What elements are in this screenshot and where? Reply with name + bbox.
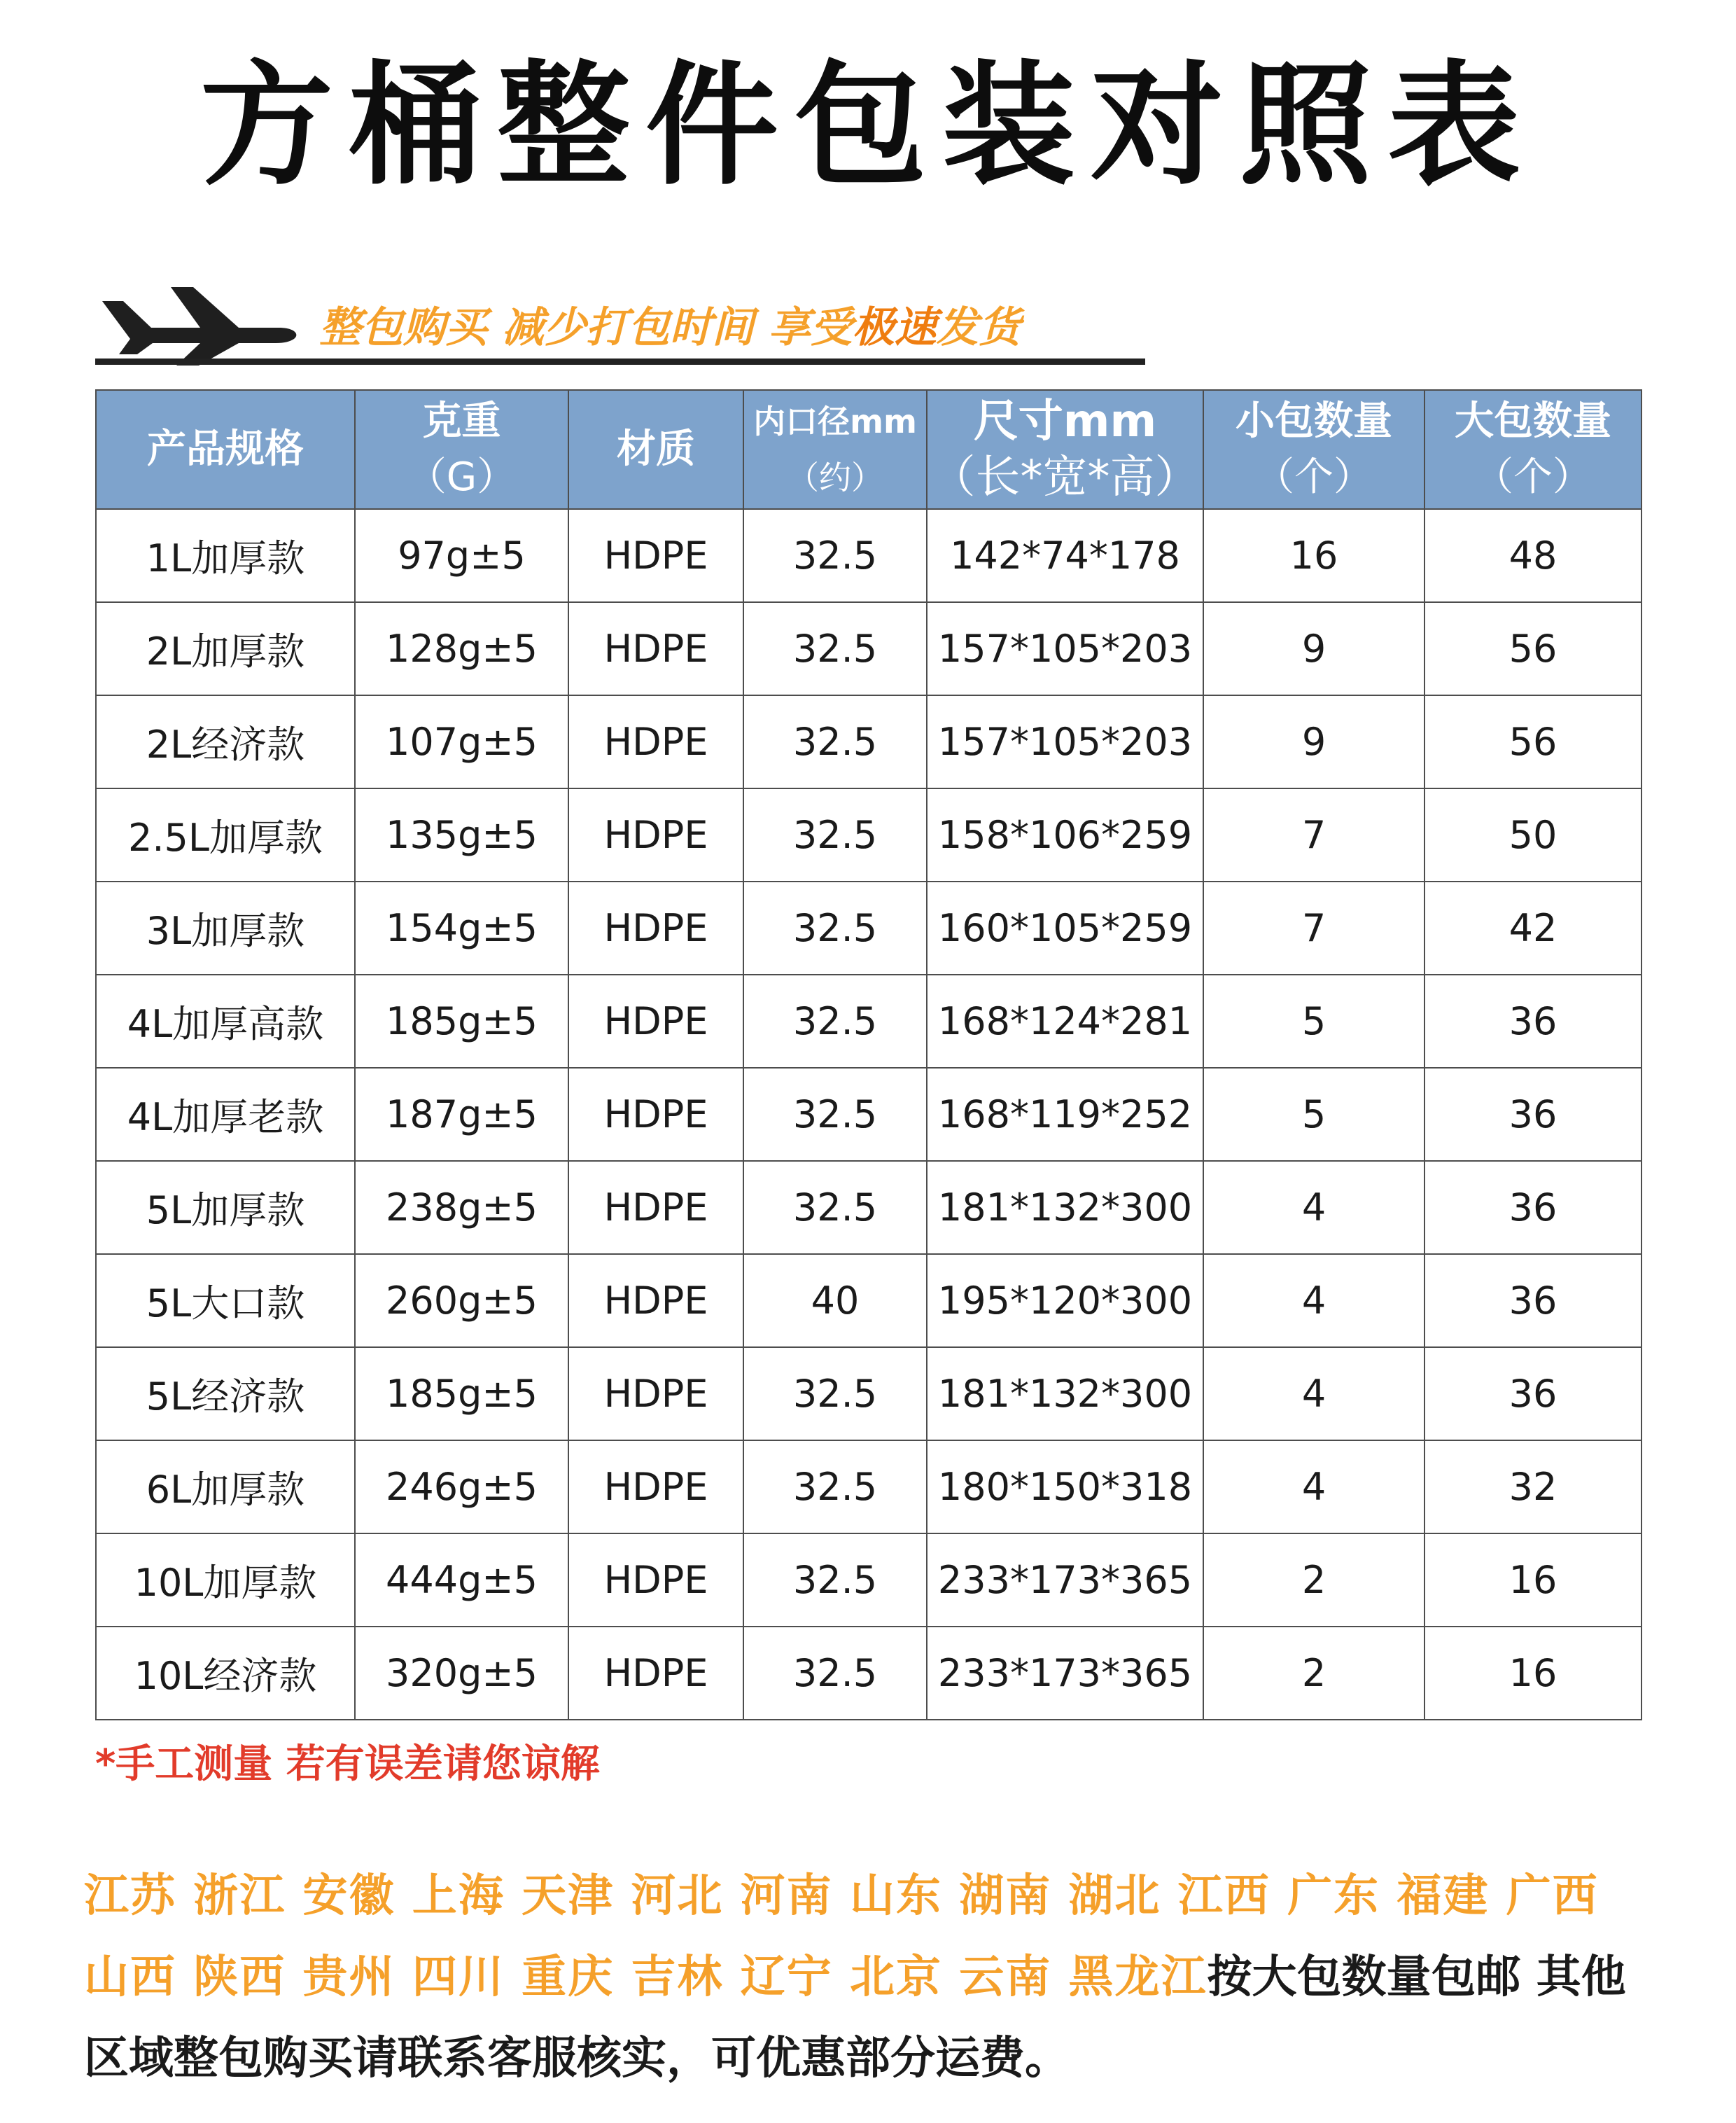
cell-inner-diameter: 32.5 <box>743 1161 927 1254</box>
cell-spec: 1L加厚款 <box>96 509 355 602</box>
packaging-table <box>95 389 1642 1720</box>
cell-big-pack-qty: 36 <box>1424 1347 1642 1440</box>
header-weight: 克重 （G） <box>355 390 568 509</box>
cell-big-pack-qty: 50 <box>1424 788 1642 882</box>
cell-weight: 246g±5 <box>355 1440 568 1533</box>
cell-big-pack-qty: 32 <box>1424 1440 1642 1533</box>
cell-spec: 5L加厚款 <box>96 1161 355 1254</box>
cell-material: HDPE <box>568 1627 743 1720</box>
shipping-info <box>84 1856 1652 2099</box>
table-row <box>96 509 1642 602</box>
cell-inner-diameter: 32.5 <box>743 1533 927 1627</box>
table-row <box>96 975 1642 1068</box>
cell-size: 195*120*300 <box>927 1254 1203 1347</box>
cell-spec: 2L经济款 <box>96 695 355 788</box>
cell-weight: 320g±5 <box>355 1627 568 1720</box>
cell-size: 180*150*318 <box>927 1440 1203 1533</box>
airplane-icon <box>95 273 305 371</box>
header-spec: 产品规格 <box>96 390 355 509</box>
cell-weight: 185g±5 <box>355 975 568 1068</box>
cell-small-pack-qty: 5 <box>1203 975 1424 1068</box>
cell-big-pack-qty: 36 <box>1424 1161 1642 1254</box>
cell-small-pack-qty: 5 <box>1203 1068 1424 1161</box>
header-small-pack-qty: 小包数量 （个） <box>1203 390 1424 509</box>
cell-inner-diameter: 32.5 <box>743 882 927 975</box>
cell-inner-diameter: 32.5 <box>743 1440 927 1533</box>
cell-size: 168*119*252 <box>927 1068 1203 1161</box>
cell-size: 181*132*300 <box>927 1161 1203 1254</box>
header-inner-diameter: 内口径mm （约） <box>743 390 927 509</box>
cell-spec: 10L加厚款 <box>96 1533 355 1627</box>
table-row <box>96 882 1642 975</box>
measurement-note: *手工测量 若有误差请您谅解 <box>95 1741 600 1787</box>
cell-spec: 3L加厚款 <box>96 882 355 975</box>
shipping-policy-text: 按大包数量包邮 其他区域整包购买请联系客服核实，可优惠部分运费。 <box>84 1951 1626 2084</box>
cell-weight: 238g±5 <box>355 1161 568 1254</box>
slogan-tail: 发货 <box>936 303 1021 352</box>
table-row <box>96 1347 1642 1440</box>
cell-size: 158*106*259 <box>927 788 1203 882</box>
table-row <box>96 1533 1642 1627</box>
cell-material: HDPE <box>568 602 743 695</box>
cell-size: 157*105*203 <box>927 695 1203 788</box>
cell-big-pack-qty: 16 <box>1424 1533 1642 1627</box>
cell-spec: 4L加厚高款 <box>96 975 355 1068</box>
cell-spec: 2L加厚款 <box>96 602 355 695</box>
cell-material: HDPE <box>568 1440 743 1533</box>
cell-material: HDPE <box>568 975 743 1068</box>
cell-big-pack-qty: 56 <box>1424 602 1642 695</box>
slogan-banner <box>95 273 1145 371</box>
cell-small-pack-qty: 9 <box>1203 695 1424 788</box>
cell-inner-diameter: 32.5 <box>743 695 927 788</box>
cell-size: 233*173*365 <box>927 1533 1203 1627</box>
cell-weight: 187g±5 <box>355 1068 568 1161</box>
cell-weight: 107g±5 <box>355 695 568 788</box>
header-size: 尺寸mm （长*宽*高） <box>927 390 1203 509</box>
cell-size: 157*105*203 <box>927 602 1203 695</box>
cell-size: 160*105*259 <box>927 882 1203 975</box>
table-row <box>96 695 1642 788</box>
cell-weight: 97g±5 <box>355 509 568 602</box>
page-title: 方桶整件包装对照表 <box>200 48 1536 203</box>
table-row <box>96 602 1642 695</box>
cell-small-pack-qty: 7 <box>1203 788 1424 882</box>
header-big-pack-qty: 大包数量 （个） <box>1424 390 1642 509</box>
cell-small-pack-qty: 4 <box>1203 1440 1424 1533</box>
header-material: 材质 <box>568 390 743 509</box>
table-row <box>96 1161 1642 1254</box>
table-row <box>96 788 1642 882</box>
table-row <box>96 1254 1642 1347</box>
cell-inner-diameter: 32.5 <box>743 975 927 1068</box>
cell-small-pack-qty: 4 <box>1203 1161 1424 1254</box>
cell-size: 181*132*300 <box>927 1347 1203 1440</box>
cell-small-pack-qty: 2 <box>1203 1627 1424 1720</box>
cell-material: HDPE <box>568 1347 743 1440</box>
cell-inner-diameter: 32.5 <box>743 509 927 602</box>
table-row <box>96 1440 1642 1533</box>
slogan-text <box>319 300 1021 356</box>
table-header-row <box>96 390 1642 509</box>
cell-spec: 5L经济款 <box>96 1347 355 1440</box>
table-row <box>96 1068 1642 1161</box>
cell-big-pack-qty: 36 <box>1424 1254 1642 1347</box>
cell-size: 168*124*281 <box>927 975 1203 1068</box>
cell-size: 233*173*365 <box>927 1627 1203 1720</box>
cell-small-pack-qty: 2 <box>1203 1533 1424 1627</box>
cell-spec: 4L加厚老款 <box>96 1068 355 1161</box>
cell-small-pack-qty: 4 <box>1203 1254 1424 1347</box>
cell-small-pack-qty: 16 <box>1203 509 1424 602</box>
cell-big-pack-qty: 36 <box>1424 975 1642 1068</box>
free-shipping-regions: 江苏 浙江 安徽 上海 天津 河北 河南 山东 湖南 湖北 江西 广东 福建 广西 山西 陕西 贵州 四川 重庆 吉林 辽宁 北京 云南 黑龙江 <box>84 1870 1599 2003</box>
cell-weight: 444g±5 <box>355 1533 568 1627</box>
cell-small-pack-qty: 9 <box>1203 602 1424 695</box>
cell-material: HDPE <box>568 1068 743 1161</box>
slogan-main: 整包购买 减少打包时间 享受 <box>319 303 853 352</box>
cell-inner-diameter: 32.5 <box>743 788 927 882</box>
cell-spec: 6L加厚款 <box>96 1440 355 1533</box>
cell-spec: 2.5L加厚款 <box>96 788 355 882</box>
cell-material: HDPE <box>568 882 743 975</box>
slogan-underline <box>95 359 1145 365</box>
cell-big-pack-qty: 48 <box>1424 509 1642 602</box>
cell-spec: 5L大口款 <box>96 1254 355 1347</box>
cell-small-pack-qty: 4 <box>1203 1347 1424 1440</box>
cell-weight: 128g±5 <box>355 602 568 695</box>
cell-big-pack-qty: 42 <box>1424 882 1642 975</box>
cell-spec: 10L经济款 <box>96 1627 355 1720</box>
cell-weight: 154g±5 <box>355 882 568 975</box>
cell-inner-diameter: 32.5 <box>743 602 927 695</box>
cell-material: HDPE <box>568 1161 743 1254</box>
slogan-emphasis: 极速 <box>852 303 937 352</box>
cell-inner-diameter: 32.5 <box>743 1347 927 1440</box>
cell-weight: 260g±5 <box>355 1254 568 1347</box>
cell-material: HDPE <box>568 788 743 882</box>
cell-small-pack-qty: 7 <box>1203 882 1424 975</box>
cell-big-pack-qty: 16 <box>1424 1627 1642 1720</box>
table-row <box>96 1627 1642 1720</box>
cell-size: 142*74*178 <box>927 509 1203 602</box>
cell-material: HDPE <box>568 1533 743 1627</box>
cell-material: HDPE <box>568 509 743 602</box>
cell-material: HDPE <box>568 1254 743 1347</box>
cell-big-pack-qty: 56 <box>1424 695 1642 788</box>
cell-weight: 135g±5 <box>355 788 568 882</box>
cell-material: HDPE <box>568 695 743 788</box>
cell-weight: 185g±5 <box>355 1347 568 1440</box>
cell-inner-diameter: 32.5 <box>743 1627 927 1720</box>
cell-inner-diameter: 32.5 <box>743 1068 927 1161</box>
cell-inner-diameter: 40 <box>743 1254 927 1347</box>
cell-big-pack-qty: 36 <box>1424 1068 1642 1161</box>
